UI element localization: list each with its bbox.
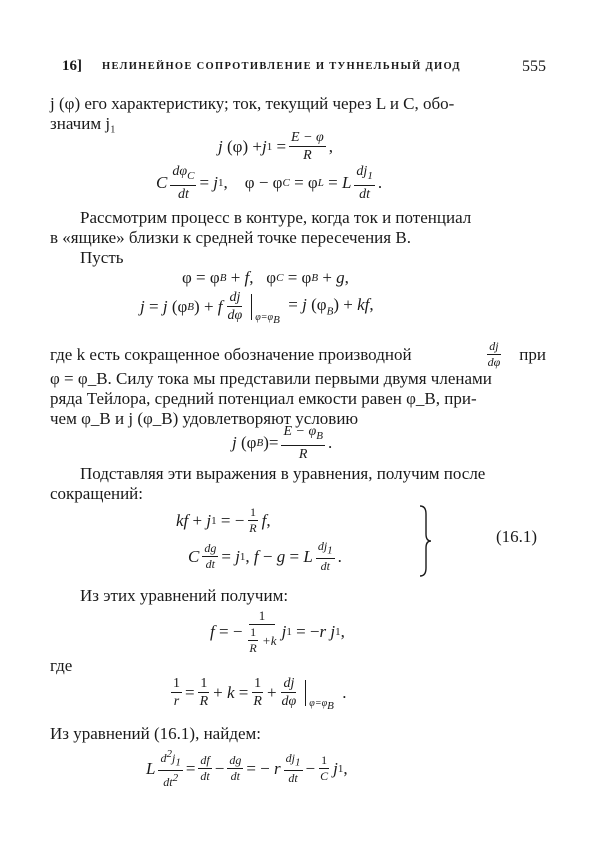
equation-1: j (φ) + j 1 = $\frac{E - \varphi}{R}$ , [218,130,334,163]
text-line: Пусть [80,248,124,267]
paragraph-7: Из уравнений (16.1), найдем: [50,724,261,743]
text-line: чем φ_B и j (φ_B) удовлетворяют условию [50,409,359,428]
paragraph-1 [50,94,546,134]
paragraph-5: Из этих уравнений получим: [80,586,289,605]
paragraph-3 [50,340,546,429]
text-line: j (φ) его характеристику; ток, текущий через L и C, обо- [50,94,455,113]
page-number: 555 [522,58,546,75]
right-brace-icon [418,504,432,578]
equation-7: f = − 1 $\frac{1}{R}$ + k j 1 = − r j 1 , [210,608,345,655]
derivative-dj-dphi: $\frac{dj}{d\varphi}$ [487,339,501,369]
equation-6a: kf + j 1 = − $\frac{1}{R}$ f , [176,505,271,535]
equation-number: (16.1) [496,527,538,546]
equation-5: j (φ B )= $\frac{E - \varphi_B}{R}$ . [232,424,333,462]
text-line: сокращений: [50,484,144,503]
running-title: НЕЛИНЕЙНОЕ СОПРОТИВЛЕНИЕ И ТУННЕЛЬНЫЙ ДИОД [102,61,461,72]
text-line: значим j₁ [50,114,116,133]
paragraph-6: где [50,656,73,675]
equation-3: φ = φ B + f , φ C = φ B + g , [182,268,349,287]
text-line: где k есть сокращенное обозначение производной $\frac{dj}{d\varphi}$ при [50,339,546,369]
text-line: в «ящике» близки к средней точке пересечения B. [50,228,411,247]
paragraph-4 [50,464,546,504]
paragraph-2 [50,208,546,268]
equation-2: C $\frac{d\varphi_C}{dt}$ = j 1 , φ − φ C = φ L = L $\frac{dj_1}{dt}$ . [156,164,383,202]
text-line: Подставляя эти выражения в уравнения, получим после [80,464,486,483]
text-line: Рассмотрим процесс в контуре, когда ток и потенциал [80,208,472,227]
section-number: 16] [62,58,82,74]
equation-6b: C $\frac{dg}{dt}$ = j 1 , f − g = L $\frac{dj_1}{dt}$ . [188,539,342,574]
equation-9: L $\frac{d^2j_1}{dt^2}$ = $\frac{df}{dt}$ − $\frac{dg}{dt}$ = − r $\frac{dj_1}{dt}$ − $\frac{1}{C}$ j 1 , [146,748,348,790]
text-line: φ = φ_B. Силу тока мы представили первыми двумя членами [50,369,492,388]
equation-8: $\frac{1}{r}$ = $\frac{1}{R}$ + k = $\frac{1}{R}$ + $\frac{dj}{d\varphi}$ $\varphi=\varphi_B$ . [173,676,347,712]
running-header [62,58,546,80]
equation-4: j = j (φ B ) + f $\frac{dj}{d\varphi}$ $\varphi=\varphi_B$ = j $(\varphi_B)$ + kf, [140,290,374,326]
text-line: ряда Тейлора, средний потенциал емкости равен φ_B, при- [50,389,477,408]
